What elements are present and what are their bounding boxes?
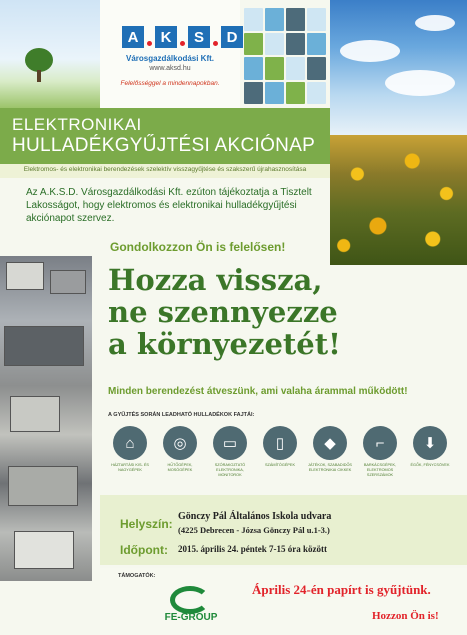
title-line: ELEKTRONIKAI bbox=[12, 115, 142, 134]
company-url: www.aksd.hu bbox=[149, 65, 191, 72]
category-label: HÁZTARTÁSI KIS- ÉS NAGYGÉPEK bbox=[111, 463, 149, 472]
category-label: HŰTŐGÉPEK, MOSÓGÉPEK bbox=[167, 463, 193, 472]
photo-tile bbox=[265, 57, 284, 80]
subtitle-band bbox=[0, 164, 330, 178]
appliance-image bbox=[8, 466, 78, 506]
time-value: 2015. április 24. péntek 7-15 óra között bbox=[178, 544, 327, 554]
aksd-logo bbox=[100, 0, 240, 108]
photo-mosaic bbox=[240, 0, 330, 108]
photo-tile bbox=[307, 33, 326, 56]
title-line: HULLADÉKGYŰJTÉSI AKCIÓNAP bbox=[12, 135, 316, 156]
logo-letter: A bbox=[122, 26, 144, 48]
photo-tile bbox=[244, 8, 263, 31]
intro-text: Az A.K.S.D. Városgazdálkodási Kft. ezúton tájékoztatja a Tisztelt Lakosságot, hogy elektromos és elektronikai hulladékgyűjtési akciónapot szervez. bbox=[26, 187, 312, 224]
light-bulb-icon: ⬇ bbox=[413, 426, 447, 460]
logo-dot bbox=[180, 41, 185, 46]
tree-image bbox=[25, 48, 53, 72]
supporters-label: TÁMOGATÓK: bbox=[118, 573, 156, 579]
recycle-icon bbox=[170, 586, 210, 614]
slogan-line: Hozza vissza, bbox=[108, 263, 323, 297]
subtitle: Elektromos- és elektronikai berendezések szelektív visszagyűjtése és szakszerű újrahasznosítása bbox=[23, 166, 307, 173]
photo-tile bbox=[307, 82, 326, 105]
photo-tile bbox=[265, 8, 284, 31]
main-slogan bbox=[108, 264, 448, 360]
logo-letters bbox=[122, 26, 243, 48]
category-item bbox=[108, 426, 152, 478]
sponsor-name: FE-GROUP bbox=[164, 612, 218, 623]
category-label: JÁTÉKOK, SZABADIDŐS ELEKTRONIKAI CIKKEK bbox=[308, 463, 352, 472]
photo-tile bbox=[244, 33, 263, 56]
drill-icon: ⌐ bbox=[363, 426, 397, 460]
call-to-action: Hozzon Ön is! bbox=[372, 610, 439, 622]
types-title: A GYŰJTÉS SORÁN LEADHATÓ HULLADÉKOK FAJTÁI: bbox=[108, 412, 255, 418]
footer bbox=[100, 568, 467, 635]
photo-tile bbox=[286, 82, 305, 105]
logo-dot bbox=[147, 41, 152, 46]
iron-icon: ⌂ bbox=[113, 426, 147, 460]
category-item bbox=[258, 426, 302, 478]
place-label: Helyszín: bbox=[120, 517, 173, 531]
venue-box bbox=[100, 495, 467, 565]
logo-letter: K bbox=[155, 26, 177, 48]
category-item bbox=[408, 426, 452, 478]
photo-tile bbox=[265, 82, 284, 105]
photo-tile bbox=[286, 33, 305, 56]
place-address: (4225 Debrecen - Józsa Gönczy Pál u.1-3.) bbox=[178, 525, 330, 535]
slogan-line: a környezetét! bbox=[108, 327, 341, 361]
photo-tile bbox=[286, 8, 305, 31]
category-label: ÉGŐK, FÉNYCSÖVEK bbox=[410, 463, 450, 467]
cloud bbox=[340, 40, 400, 62]
computer-image bbox=[14, 531, 74, 569]
photo-tile bbox=[244, 82, 263, 105]
photo-tile bbox=[244, 57, 263, 80]
category-item bbox=[208, 426, 252, 478]
category-item bbox=[308, 426, 352, 478]
logo-letter: S bbox=[188, 26, 210, 48]
title-band bbox=[0, 108, 330, 164]
logo-dot bbox=[213, 41, 218, 46]
e-waste-photos bbox=[0, 256, 92, 581]
printer-image bbox=[10, 396, 60, 432]
photo-tile bbox=[286, 57, 305, 80]
tree-trunk bbox=[37, 70, 41, 82]
think-heading: Gondolkozzon Ön is felelősen! bbox=[110, 240, 286, 254]
accept-text: Minden berendezést átveszünk, ami valaha árammal működött! bbox=[108, 386, 408, 397]
category-label: SZÁMÍTÓGÉPEK bbox=[265, 463, 295, 467]
cloud bbox=[415, 15, 455, 31]
logo-letter: D bbox=[221, 26, 243, 48]
toy-car-icon: ◆ bbox=[313, 426, 347, 460]
monitor-icon: ▭ bbox=[213, 426, 247, 460]
company-name: Városgazdálkodási Kft. bbox=[125, 54, 215, 63]
category-item bbox=[158, 426, 202, 478]
tv-image bbox=[6, 262, 44, 290]
washing-machine-icon: ◎ bbox=[163, 426, 197, 460]
category-item bbox=[358, 426, 402, 478]
paper-collection-note: Április 24-én papírt is gyűjtünk. bbox=[252, 582, 431, 597]
photo-tile bbox=[307, 8, 326, 31]
waste-categories bbox=[100, 426, 460, 478]
category-label: SZÓRAKOZTATÓ ELEKTRONIKA, MONITOROK bbox=[214, 463, 246, 477]
photo-tile bbox=[265, 33, 284, 56]
fe-group-logo bbox=[160, 586, 222, 630]
company-slogan: Felelősséggel a mindennapokban. bbox=[120, 80, 220, 87]
cloud bbox=[385, 70, 455, 96]
monitor-image bbox=[50, 270, 86, 294]
photo-tile bbox=[307, 57, 326, 80]
category-label: BARKÁCSGÉPEK, ELEKTROMOS SZERSZÁMOK bbox=[363, 463, 397, 477]
sunflower-field-photo bbox=[330, 135, 467, 265]
place-name: Gönczy Pál Általános Iskola udvara bbox=[178, 511, 332, 522]
scrap-pile-image bbox=[4, 326, 84, 366]
time-label: Időpont: bbox=[120, 543, 168, 557]
computer-icon: ▯ bbox=[263, 426, 297, 460]
sky-photo bbox=[330, 0, 467, 135]
slogan-line: ne szennyezze bbox=[108, 295, 338, 329]
